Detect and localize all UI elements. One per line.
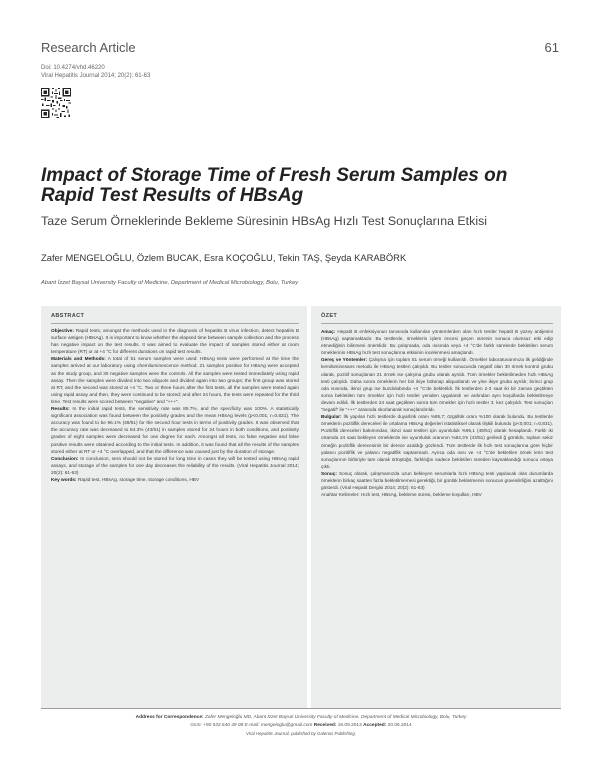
ozet-conclusion (321, 470, 553, 491)
bulgular-text: İlk yapılan hızlı testlerde duyarlılık oranı %85,7; özgüllük oranı %100 olarak bulundu. Bu testlerde örneklerin pozitiflik dereceleri ile ortalama HBsAg değerleri istatistiksel olarak ilişkili bulundu (p<0,001; r=0,831). Pozitiflik dereceleri bakımından, ikinci saat testleri için uyumluluk %96,1 (49/51) olarak hesaplandı. Farklı iki ortamda 24 saat bekleyen örneklerde ise uyumluluk oranının %84,3'e (43/51) geriledi ğ görüldü, toplam sekiz örneğin pozitiflik derecesinin bir derece azaldığı gözlendi. Tüm testlerde ilk hızlı test sonuçlarına göre hiçbir yalancı pozitiflik ve yalancı negatiflik saptanmadı. Ayrıca oda ısısı ve +4 °C'de bekletilen örnek lerin test sonuçlarının birbiriyle tam olarak örtüştüğü, farklılığın sadece bekletilen süreden kaynaklandığı sonucu ortaya çıktı. (321, 414, 553, 469)
anahtar-text: Hızlı test, HBsAg, bekleme süresi, bekleme koşulları, HBV (360, 492, 482, 498)
article-subtitle-tr: Taze Serum Örneklerinde Bekleme Süresinin HBsAg Hızlı Test Sonuçlarına Etkisi (41, 214, 488, 228)
abstract-methods (51, 356, 299, 406)
author-affiliation: Abant İzzet Baysal University Faculty of Medicine, Department of Medical Microbiology, Bolu, Turkey (41, 280, 299, 286)
abstract-heading: ABSTRACT (51, 313, 85, 319)
gerec-label: Gereç ve Yöntemler: (321, 357, 368, 363)
copyright-line (41, 731, 561, 737)
ozet-results (321, 413, 553, 470)
abstract-english (41, 306, 307, 708)
accepted-date: 20.06.2014 (387, 723, 412, 728)
correspondence-line (41, 715, 561, 721)
correspondence-text: Zafer Mengeloğlu MD, Abant İzzet Baysal University Faculty of Medicine, Department of Medical Microbiology, Bolu, Turkey (204, 715, 467, 720)
gerec-text: Çalışma için toplam 51 serum örneği kullanıldı. Örnekler laboratuvarımıza ilk geldiğinde kemilüminesans metodu ile HBsAg testleri çalışıldı. Bu testler sonucunda negatif olan 30 örnek kontrol grubu olarak, pozitif sonuçlanan 21 örnek ise çalışma grubu olarak ayrıldı. Tüm örnekler bekletilmeden hızlı HBsAg testi çalışıldı. Daha sonra örneklerin her biri ikiye bölünüp aliquotlandı ve yine ikiye gruba ayrıldı; birinci grup oda ısısında, ikinci grup ise buzdolabında +4 °C'de bekletildi. İlk testlerden 2-3 saat iki bir zaman geçtikten sonra bekletilen tüm örnekler için hızlı testler yeniden uygulandı ve ardından aynı koşullarda bekletilmeye devam edildi. İlk testlerden 24 saat geçtikten sonra tüm örnekler için hızlı testler 3. kez çalışıldı. Test sonuçları “negatif” ile “+++” arasında skorlanarak sonuçlandırıldı. (321, 357, 553, 413)
conclusion-label: Conclusion: (51, 456, 79, 462)
ozet-keywords (321, 491, 553, 498)
sonuc-label: Sonuç: (321, 470, 337, 476)
abstract-divider (51, 323, 299, 324)
ozet-methods (321, 356, 553, 413)
anahtar-label: Anahtar Kelimeler: (321, 492, 360, 498)
conclusion-text: In conclusion, sera should not be stored for long time in cases they will be tested using HBsAg rapid assays, and storage of the samples for one day decreases the reliability of the results. (Viral Hepatitis Journal 2014; 20(2): 61-63) (51, 456, 299, 476)
abstract-keywords (51, 477, 299, 484)
accepted-label: Accepted: (363, 723, 387, 728)
ozet-divider (321, 323, 553, 324)
abstract-conclusion (51, 456, 299, 477)
amac-text: Hepatit B enfeksiyonun tanısında kullanılan yöntemlerden olan hızlı testler hepatit B yüzey antijenini (HBsAg) saptamaktadır. Bu testlerde, örneklerin işlem öncesi geçen sürenin sonuca olumsuz etki edip etmediğinin bilinmesi önemlidir. Bu çalışmada, oda ısısında veya +4 °C'de farklı sürelerde bekletilen serum örneklerinin HBsAg hızlı test sonuçlarına etkisinin incelenmesi amaçlandı. (321, 329, 553, 356)
contact-text[interactable]: Gsm: +90 533 640 49 08 E-mail: mengeloglu@gmail.com (190, 723, 313, 728)
page-number: 61 (544, 40, 559, 55)
qr-code-icon (41, 88, 71, 118)
received-date: 16.09.2013 (337, 723, 362, 728)
author-list: Zafer MENGELOĞLU, Özlem BUCAK, Esra KOÇOĞLU, Tekin TAŞ, Şeyda KARABÖRK (41, 252, 407, 263)
sonuc-text: Sonuç olarak, çalışmamızda uzun bekleyen serumlarla hızlı HBsAg testi yapılacak olan durumlarda örneklerin birkaç saatten fazla bekletilmemesi gerektiği, bir günlük bekletmenin sonucun güvenilirliğini azalttığını gösterdi. (Viral Hepatit Dergisi 2014; 20(2): 61-63) (321, 470, 553, 491)
amac-label: Amaç: (321, 329, 336, 334)
doi-text[interactable]: Doi: 10.4274/vhd.46220 (41, 65, 105, 71)
abstract-results (51, 406, 299, 456)
results-label: Results: (51, 407, 70, 413)
journal-reference: Viral Hepatitis Journal 2014; 20(2): 61-63 (41, 73, 151, 79)
footer-divider (41, 708, 561, 709)
keywords-text: Rapid test, HBsAg, storage time, storage conditions, HBV (77, 477, 200, 483)
received-label: Received: (313, 723, 337, 728)
bulgular-label: Bulgular: (321, 414, 342, 420)
page-header (41, 40, 559, 56)
abstract-objective (51, 328, 299, 356)
article-meta (41, 64, 150, 80)
results-text: In the initial rapid tests, the sensitivity rate was 85.7%, and the specificity was 100%. A statistically significant association was found between the positivity grades and the mean HBsAg levels (p<0.001; r=0.831). The accuracy was found to be 96.1% (49/51) for the second hour tests in terms of positivity grades. It was observed that the accuracy rate was decreased to 84.3% (43/51) in samples stored for 24 hours in both conditions, and positivity grades of eight samples were decreased for one degree for each. Amongst all tests, no false negative and false positive results were obtained according to the initial tests. In addition, it was found that all the results of the samples stored either at RT or +4 °C overlapped, and that the difference was caused just by the duration of storage. (51, 407, 300, 455)
ozet-heading: ÖZET (321, 313, 338, 319)
contact-line (41, 723, 561, 729)
ozet-objective (321, 328, 553, 356)
objective-text: Rapid tests, amongst the methods used in the diagnosis of hepatitis B virus infection, detect hepatitis B surface antigen (HBsAg). It is important to know whether the elapsed time between sample collection and the process has negative impact on the test results. It was aimed to evaluate the impact of samples stored either at room temperature (RT) or at +4 °C for different durations on rapid test results. (51, 329, 299, 356)
methods-text: A total of 51 serum samples were used. HBsAg tests were performed at the time the samples arrived at our laboratory using chemiluminescence method. 21 samples positive for HBsAg were accepted as the study group, and 30 negative samples were the controls. All the samples were tested immediately using rapid assay. Then the samples were divided into two aliquots and divided again into two groups; the first group was stored at RT, and the second was stored at +4 °C. Two or three hours after the first tests, all the samples were tested again using rapid assay and then, they were continued to be stored; and after 24 hours, the tests were repeated for the third time. Test results were scored between “negative” and “+++”. (51, 357, 299, 405)
article-title: Impact of Storage Time of Fresh Serum Samples on Rapid Test Results of HBsAg (41, 165, 508, 206)
keywords-label: Key words: (51, 477, 77, 483)
objective-label: Objective: (51, 329, 74, 334)
abstract-turkish (311, 306, 561, 708)
methods-label: Materials and Methods: (51, 357, 106, 363)
abstract-body (51, 328, 299, 484)
correspondence-label: Address for Correspondence: (135, 715, 204, 720)
section-label: Research Article (41, 40, 136, 55)
ozet-body (321, 328, 553, 498)
copyright-text: Viral Hepatitis Journal, published by Galenos Publishing. (246, 731, 356, 736)
